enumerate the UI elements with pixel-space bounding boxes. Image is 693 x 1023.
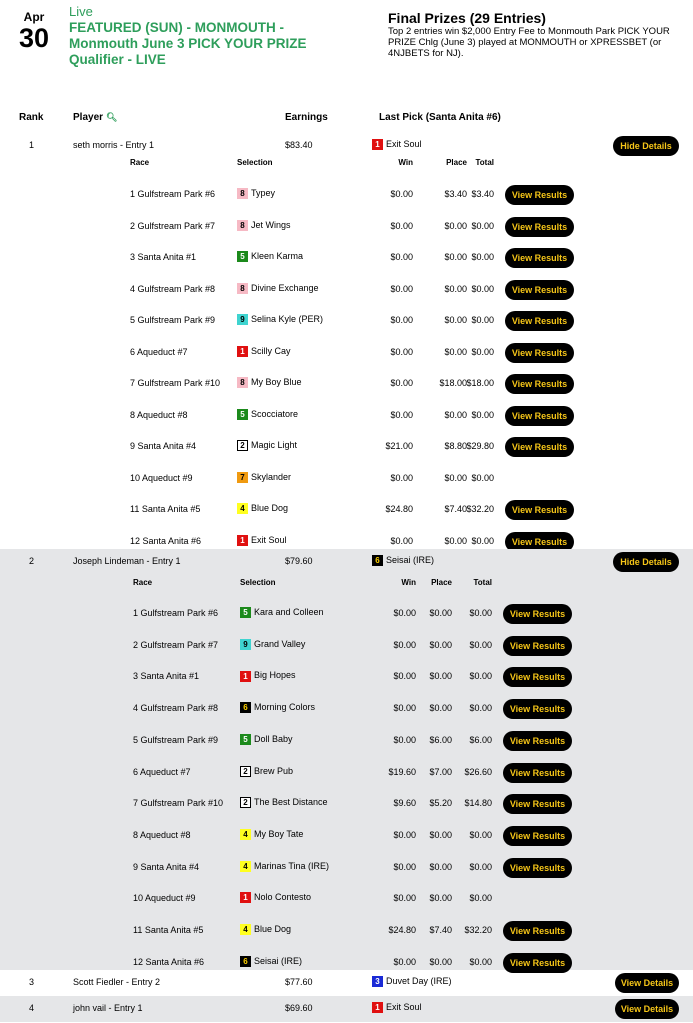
race-win: $0.00 <box>390 378 413 388</box>
race-win: $19.60 <box>388 766 416 777</box>
place-subheader: Place <box>431 578 452 587</box>
view-results-button[interactable]: View Results <box>503 794 572 814</box>
race-place: $0.00 <box>429 671 452 682</box>
view-results-button[interactable]: View Results <box>503 731 572 751</box>
view-results-button[interactable]: View Results <box>503 826 572 846</box>
view-results-button[interactable]: View Results <box>505 185 574 205</box>
last-pick-horse: Duvet Day (IRE) <box>386 976 452 986</box>
last-pick-horse: Seisai (IRE) <box>386 555 435 565</box>
contest-title: FEATURED (SUN) - MONMOUTH - Monmouth June 3 PICK YOUR PRIZE Qualifier - LIVE <box>69 20 307 67</box>
race-total: $0.00 <box>469 861 492 872</box>
entry-rank: 1 <box>29 140 35 150</box>
place-subheader: Place <box>446 158 467 167</box>
total-subheader: Total <box>473 578 492 587</box>
race-place: $0.00 <box>429 703 452 714</box>
selection-horse: Brew Pub <box>254 765 294 776</box>
program-number-badge: 5 <box>240 734 251 745</box>
player-column-header[interactable] <box>73 112 117 123</box>
program-number-badge: 8 <box>237 377 248 388</box>
race-win: $0.00 <box>393 956 416 967</box>
race-name: 2 Gulfstream Park #7 <box>130 220 216 231</box>
entry-earnings: $69.60 <box>285 1003 313 1013</box>
entry-player-name[interactable]: Scott Fiedler - Entry 2 <box>73 977 161 987</box>
selection-subheader: Selection <box>240 578 276 587</box>
race-win: $0.00 <box>393 734 416 745</box>
race-selection <box>237 535 287 546</box>
program-number-badge: 7 <box>237 472 248 483</box>
race-name: 11 Santa Anita #5 <box>133 925 204 935</box>
race-place: $3.40 <box>444 189 467 199</box>
race-place: $7.40 <box>444 504 467 514</box>
race-total: $0.00 <box>469 829 492 840</box>
race-win: $0.00 <box>390 189 413 199</box>
race-win: $0.00 <box>390 252 413 262</box>
win-subheader: Win <box>398 158 413 167</box>
entry-earnings: $83.40 <box>285 140 313 150</box>
live-status: Live <box>69 4 93 19</box>
race-place: $0.00 <box>444 409 467 420</box>
entry-player-name[interactable]: john vail - Entry 1 <box>73 1003 143 1013</box>
race-selection <box>240 734 293 745</box>
race-selection <box>237 283 319 294</box>
contest-header <box>0 0 693 100</box>
race-place: $5.20 <box>429 798 452 809</box>
race-win: $0.00 <box>390 535 413 546</box>
view-results-button[interactable]: View Results <box>505 280 574 300</box>
program-number-badge: 1 <box>240 671 251 682</box>
view-details-button[interactable]: View Details <box>615 999 679 1019</box>
view-results-button[interactable]: View Results <box>505 217 574 237</box>
program-number-badge: 1 <box>372 1002 383 1013</box>
race-total: $0.00 <box>471 315 494 325</box>
race-total: $6.00 <box>469 734 492 745</box>
race-total: $32.20 <box>464 925 492 935</box>
program-number-badge: 6 <box>240 702 251 713</box>
view-results-button[interactable]: View Results <box>503 858 572 878</box>
race-name: 6 Aqueduct #7 <box>133 766 191 777</box>
race-total: $0.00 <box>471 409 494 420</box>
race-selection <box>237 440 297 451</box>
program-number-badge: 8 <box>237 283 248 294</box>
entry-rank: 3 <box>29 977 35 987</box>
entry-last-pick <box>372 555 434 566</box>
program-number-badge: 4 <box>237 503 248 514</box>
race-name: 1 Gulfstream Park #6 <box>130 189 216 199</box>
race-name: 3 Santa Anita #1 <box>133 671 200 682</box>
race-selection <box>240 797 328 808</box>
entry-earnings: $79.60 <box>285 556 313 566</box>
race-selection <box>237 377 302 388</box>
selection-horse: Blue Dog <box>251 503 289 513</box>
race-total: $18.00 <box>466 378 494 388</box>
race-selection <box>240 829 303 840</box>
entry-player-name[interactable]: Joseph Lindeman - Entry 1 <box>73 556 181 566</box>
race-name: 8 Aqueduct #8 <box>130 409 188 420</box>
race-place: $0.00 <box>429 956 452 967</box>
program-number-badge: 8 <box>237 188 248 199</box>
race-selection <box>240 956 302 967</box>
selection-horse: Doll Baby <box>254 733 293 744</box>
program-number-badge: 5 <box>240 607 251 618</box>
selection-horse: Kara and Colleen <box>254 607 324 617</box>
race-selection <box>240 639 305 650</box>
selection-horse: Scocciatore <box>251 408 299 419</box>
race-selection <box>237 409 298 420</box>
race-selection <box>240 702 315 713</box>
program-number-badge: 1 <box>237 535 248 546</box>
view-results-button[interactable]: View Results <box>505 532 574 552</box>
search-icon[interactable]: 🔍︎ <box>106 112 118 122</box>
selection-horse: Morning Colors <box>254 702 316 713</box>
date-day: 30 <box>18 23 50 53</box>
race-selection <box>240 861 329 872</box>
race-win: $21.00 <box>385 441 413 451</box>
view-results-button[interactable]: View Results <box>505 374 574 394</box>
race-selection <box>240 892 311 903</box>
race-win: $0.00 <box>390 346 413 357</box>
program-number-badge: 3 <box>372 976 383 987</box>
race-selection <box>240 924 291 935</box>
entry-last-pick <box>372 139 422 150</box>
selection-horse: Typey <box>251 188 276 198</box>
race-win: $24.80 <box>385 504 413 514</box>
selection-horse: Exit Soul <box>251 534 287 545</box>
race-selection <box>237 251 303 262</box>
view-details-button[interactable]: View Details <box>615 973 679 993</box>
race-name: 5 Gulfstream Park #9 <box>130 315 216 325</box>
program-number-badge: 1 <box>240 892 251 903</box>
last-pick-horse: Exit Soul <box>386 1002 422 1012</box>
program-number-badge: 5 <box>237 251 248 262</box>
race-win: $0.00 <box>393 639 416 650</box>
selection-horse: Skylander <box>251 471 292 482</box>
win-subheader: Win <box>401 578 416 587</box>
race-win: $24.80 <box>388 925 416 935</box>
view-results-button[interactable]: View Results <box>503 636 572 656</box>
race-name: 12 Santa Anita #6 <box>133 956 205 967</box>
race-win: $9.60 <box>393 798 416 809</box>
program-number-badge: 1 <box>237 346 248 357</box>
race-total: $0.00 <box>471 252 494 262</box>
view-results-button[interactable]: View Results <box>503 604 572 624</box>
race-total: $32.20 <box>466 504 494 514</box>
date-badge <box>16 10 52 52</box>
selection-horse: Big Hopes <box>254 670 296 681</box>
selection-subheader: Selection <box>237 158 273 167</box>
race-place: $0.00 <box>429 639 452 650</box>
selection-horse: Blue Dog <box>254 924 292 934</box>
selection-horse: My Boy Blue <box>251 377 302 387</box>
race-subheader: Race <box>133 578 153 587</box>
race-place: $0.00 <box>444 252 467 262</box>
race-selection <box>237 472 291 483</box>
race-win: $0.00 <box>393 671 416 682</box>
race-win: $0.00 <box>390 283 413 294</box>
view-results-button[interactable]: View Results <box>503 921 572 941</box>
race-name: 2 Gulfstream Park #7 <box>133 639 219 650</box>
entry-last-pick <box>372 976 452 987</box>
date-month: Apr <box>23 10 45 24</box>
race-place: $0.00 <box>444 220 467 231</box>
race-total: $0.00 <box>469 639 492 650</box>
program-number-badge: 2 <box>237 440 248 451</box>
race-win: $0.00 <box>390 220 413 231</box>
hide-details-button[interactable]: Hide Details <box>613 552 679 572</box>
program-number-badge: 6 <box>240 956 251 967</box>
race-selection <box>237 346 291 357</box>
entry-block <box>0 133 693 549</box>
race-selection <box>237 503 288 514</box>
selection-horse: Marinas Tina (IRE) <box>254 860 330 871</box>
program-number-badge: 2 <box>240 766 251 777</box>
view-results-button[interactable]: View Results <box>505 248 574 268</box>
selection-horse: Divine Exchange <box>251 282 319 293</box>
race-total: $0.00 <box>471 346 494 357</box>
entry-player-name[interactable]: seth morris - Entry 1 <box>73 140 155 150</box>
selection-horse: Jet Wings <box>251 219 291 230</box>
program-number-badge: 9 <box>237 314 248 325</box>
selection-horse: Selina Kyle (PER) <box>251 314 324 324</box>
program-number-badge: 4 <box>240 924 251 935</box>
race-place: $0.00 <box>429 829 452 840</box>
player-column-label: Player <box>73 112 104 123</box>
race-place: $0.00 <box>429 893 452 904</box>
total-subheader: Total <box>475 158 494 167</box>
race-name: 12 Santa Anita #6 <box>130 535 202 546</box>
last-pick-column-header: Last Pick (Santa Anita #6) <box>379 112 501 123</box>
race-name: 11 Santa Anita #5 <box>130 504 201 514</box>
entry-rank: 4 <box>29 1003 35 1013</box>
race-place: $7.00 <box>429 766 452 777</box>
program-number-badge: 2 <box>240 797 251 808</box>
view-results-button[interactable]: View Results <box>503 699 572 719</box>
race-place: $18.00 <box>439 378 467 388</box>
race-selection <box>237 220 291 231</box>
race-total: $0.00 <box>471 472 494 483</box>
program-number-badge: 5 <box>237 409 248 420</box>
program-number-badge: 1 <box>372 139 383 150</box>
race-place: $0.00 <box>444 472 467 483</box>
program-number-badge: 4 <box>240 861 251 872</box>
selection-horse: Grand Valley <box>254 638 306 649</box>
prizes-description: Top 2 entries win $2,000 Entry Fee to Monmouth Park PICK YOUR PRIZE Chlg (June 3) played at MONMOUTH or XPRESSBET (or 4NJBETS for NJ). <box>388 26 670 59</box>
view-results-button[interactable]: View Results <box>503 763 572 783</box>
race-total: $0.00 <box>469 671 492 682</box>
race-total: $3.40 <box>471 189 494 199</box>
race-place: $6.00 <box>429 734 452 745</box>
view-results-button[interactable]: View Results <box>505 437 574 457</box>
selection-horse: Seisai (IRE) <box>254 955 303 966</box>
entry-block <box>0 970 693 996</box>
race-win: $0.00 <box>390 409 413 420</box>
rank-column-header: Rank <box>19 112 44 123</box>
race-selection <box>240 670 296 681</box>
race-name: 8 Aqueduct #8 <box>133 829 191 840</box>
race-name: 7 Gulfstream Park #10 <box>133 798 224 809</box>
race-name: 3 Santa Anita #1 <box>130 252 197 262</box>
race-total: $0.00 <box>469 703 492 714</box>
race-name: 4 Gulfstream Park #8 <box>133 703 219 714</box>
race-win: $0.00 <box>390 315 413 325</box>
race-total: $14.80 <box>464 798 492 809</box>
race-total: $0.00 <box>471 220 494 231</box>
selection-horse: Scilly Cay <box>251 345 291 356</box>
race-selection <box>240 766 293 777</box>
race-total: $0.00 <box>469 956 492 967</box>
race-name: 5 Gulfstream Park #9 <box>133 734 219 745</box>
race-total: $26.60 <box>464 766 492 777</box>
race-total: $0.00 <box>469 608 492 618</box>
race-name: 10 Aqueduct #9 <box>133 893 196 904</box>
race-win: $0.00 <box>393 829 416 840</box>
race-place: $8.80 <box>444 441 467 451</box>
race-name: 6 Aqueduct #7 <box>130 346 188 357</box>
race-total: $0.00 <box>469 893 492 904</box>
race-total: $0.00 <box>471 283 494 294</box>
race-subheader: Race <box>130 158 150 167</box>
selection-horse: Magic Light <box>251 440 298 450</box>
view-results-button[interactable]: View Results <box>505 406 574 426</box>
race-total: $0.00 <box>471 535 494 546</box>
entry-block <box>0 996 693 1022</box>
race-name: 4 Gulfstream Park #8 <box>130 283 216 294</box>
selection-horse: Kleen Karma <box>251 251 304 261</box>
race-name: 9 Santa Anita #4 <box>133 861 200 872</box>
race-selection <box>240 607 324 618</box>
view-results-button[interactable]: View Results <box>503 953 572 973</box>
race-place: $7.40 <box>429 925 452 935</box>
race-place: $0.00 <box>429 608 452 618</box>
last-pick-horse: Exit Soul <box>386 139 422 149</box>
race-place: $0.00 <box>444 283 467 294</box>
entry-last-pick <box>372 1002 422 1013</box>
earnings-column-header: Earnings <box>285 112 328 123</box>
race-name: 7 Gulfstream Park #10 <box>130 378 221 388</box>
program-number-badge: 9 <box>240 639 251 650</box>
prizes-title: Final Prizes (29 Entries) <box>388 10 546 26</box>
program-number-badge: 6 <box>372 555 383 566</box>
selection-horse: The Best Distance <box>254 797 328 808</box>
race-win: $0.00 <box>393 861 416 872</box>
race-selection <box>237 314 323 325</box>
entry-block <box>0 549 693 970</box>
entry-earnings: $77.60 <box>285 977 313 987</box>
race-place: $0.00 <box>444 315 467 325</box>
view-results-button[interactable]: View Results <box>505 311 574 331</box>
program-number-badge: 4 <box>240 829 251 840</box>
hide-details-button[interactable]: Hide Details <box>613 136 679 156</box>
race-selection <box>237 188 275 199</box>
selection-horse: Nolo Contesto <box>254 892 312 903</box>
race-place: $0.00 <box>444 535 467 546</box>
selection-horse: My Boy Tate <box>254 828 304 839</box>
race-name: 10 Aqueduct #9 <box>130 472 193 483</box>
race-win: $0.00 <box>393 893 416 904</box>
race-total: $29.80 <box>466 441 494 451</box>
race-name: 1 Gulfstream Park #6 <box>133 608 219 618</box>
entry-rank: 2 <box>29 556 35 566</box>
view-results-button[interactable]: View Results <box>503 667 572 687</box>
race-name: 9 Santa Anita #4 <box>130 441 197 451</box>
view-results-button[interactable]: View Results <box>505 343 574 363</box>
race-place: $0.00 <box>444 346 467 357</box>
race-place: $0.00 <box>429 861 452 872</box>
view-results-button[interactable]: View Results <box>505 500 574 520</box>
program-number-badge: 8 <box>237 220 248 231</box>
race-win: $0.00 <box>390 472 413 483</box>
race-win: $0.00 <box>393 703 416 714</box>
race-win: $0.00 <box>393 608 416 618</box>
